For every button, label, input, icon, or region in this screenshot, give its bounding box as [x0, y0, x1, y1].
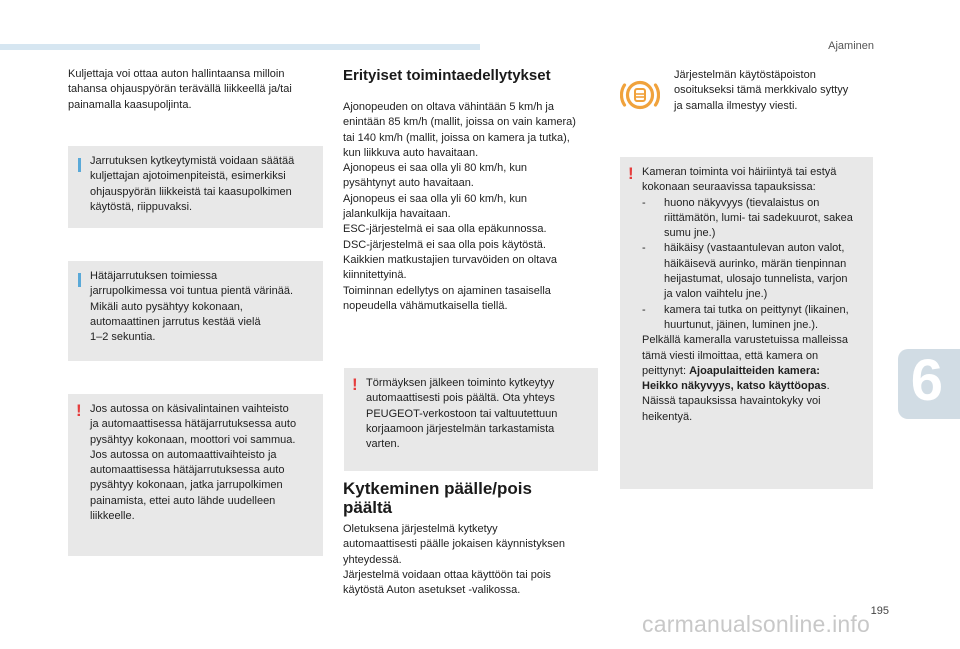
list-item-text: kamera tai tutka on peittynyt (likainen, huurtunut, jäinen, luminen jne.). [664, 303, 849, 331]
warning-box-collision [344, 368, 598, 471]
info-box-adjustment [68, 146, 323, 228]
watermark: carmanualsonline.info [642, 611, 870, 637]
header-color-bar [0, 44, 480, 50]
camera-message-bold: Ajoapulaitteiden kamera: Heikko näkyvyys, katso käyttöopas [642, 364, 827, 393]
warning-box-text: Jos autossa on käsivalintainen vaihteisto ja automaattisessa hätäjarrutuksessa auto pysähtyy kokonaan, moottori voi sammua. Jos autossa on automaattivaihteisto ja automaattisessa hätäjarrutuksessa auto pysähtyy kokonaan, jatka jarrupolkimen painamista, ettei auto lähde uudelleen liikkeelle. [90, 403, 297, 523]
exclamation-icon: ! [628, 164, 634, 183]
warning-box-camera [620, 157, 873, 489]
camera-message-paragraph [642, 333, 865, 394]
list-item [642, 196, 865, 242]
heading-switching: Kytkeminen päälle/pois päältä [343, 479, 532, 517]
intro-paragraph: Kuljettaja voi ottaa auton hallintaansa milloin tahansa ohjauspyörän terävällä liikkeellä ja/tai painamalla kaasupoljinta. [68, 68, 292, 111]
bullet-dash: - [642, 242, 646, 255]
info-box-text: Hätäjarrutuksen toimiessa jarrupolkimessa voi tuntua pientä värinää. Mikäli auto pysähtyy kokonaan, automaattinen jarrutus kestää vielä 1–2 sekuntia. [90, 270, 294, 344]
section-title: Ajaminen [828, 40, 874, 52]
heading-special-conditions: Erityiset toimintaedellytykset [343, 67, 551, 84]
warning-box-gearbox [68, 394, 323, 556]
list-item [642, 303, 865, 334]
list-item [642, 241, 865, 302]
info-box-text: Jarrutuksen kytkeytymistä voidaan säätää kuljettajan ajotoimenpiteistä, esimerkiksi ohjauspyörän liikkeistä tai kaasupolkimen käytöstä, riippuvaksi. [90, 155, 295, 213]
camera-warning-intro: Kameran toiminta voi häiriintyä tai estyä kokonaan seuraavissa tapauksissa: [642, 166, 837, 194]
list-item-text: häikäisy (vastaantulevan auton valot, häikäisevä aurinko, märän tienpinnan heijastumat, ulosajo tunnelista, varjon ja valon vaihtelu jne.) [664, 242, 848, 301]
list-item-text: huono näkyvyys (tievalaistus on riittämätön, lumi- tai sadekuurot, sakea sumu jne.) [664, 196, 853, 240]
exclamation-icon: ! [76, 401, 82, 420]
exclamation-icon: ! [352, 375, 358, 394]
info-box-vibration [68, 261, 323, 361]
switching-paragraph: Oletuksena järjestelmä kytketyy automaattisesti päälle jokaisen käynnistyksen yhteydessä. Järjestelmä voidaan ottaa käyttöön tai pois käytöstä Auton asetukset -valikossa. [343, 523, 565, 597]
camera-message-period: . [826, 380, 830, 393]
conditions-paragraph: Ajonopeuden on oltava vähintään 5 km/h ja enintään 85 km/h (mallit, joissa on vain kamera) tai 140 km/h (mallit, joissa on kamera ja tutka), kun liikkuva auto havaitaan. Ajonopeus ei saa olla yli 80 km/h, kun pysähtynyt auto havaitaan. Ajonopeus ei saa olla yli 60 km/h, kun jalankulkija havaitaan. ESC-järjestelmä ei saa olla epäkunnossa. DSC-järjestelmä ei saa olla pois käytöstä. Kaikkien matkustajien turvavöiden on oltava kiinnitettyinä. Toiminnan edellytys on ajaminen tasaisella nopeudella vähämutkaisella tiellä. [343, 101, 576, 312]
camera-message-lead: Pelkällä kameralla varustetuissa malleissa tämä viesti ilmoittaa, että kamera on peittynyt: [642, 334, 849, 377]
warning-box-text: Törmäyksen jälkeen toiminto kytkeytyy automaattisesti pois päältä. Ota yhteys PEUGEOT-verkostoon tai valtuutettuun korjaamoon järjestelmän tarkastamista varten. [366, 377, 558, 451]
bullet-dash: - [642, 196, 646, 209]
camera-warning-closing: Näissä tapauksissa havaintokyky voi heikentyä. [642, 395, 821, 423]
indicator-description: Järjestelmän käytöstäpoiston osoitukseksi tämä merkkivalo syttyy ja samalla ilmestyy viesti. [674, 69, 849, 112]
info-marker-icon [78, 158, 81, 172]
chapter-number: 6 [910, 348, 943, 413]
page-number: 195 [870, 605, 889, 617]
bullet-dash: - [642, 303, 646, 316]
info-marker-icon [78, 273, 81, 287]
emergency-braking-warning-icon [620, 76, 660, 114]
